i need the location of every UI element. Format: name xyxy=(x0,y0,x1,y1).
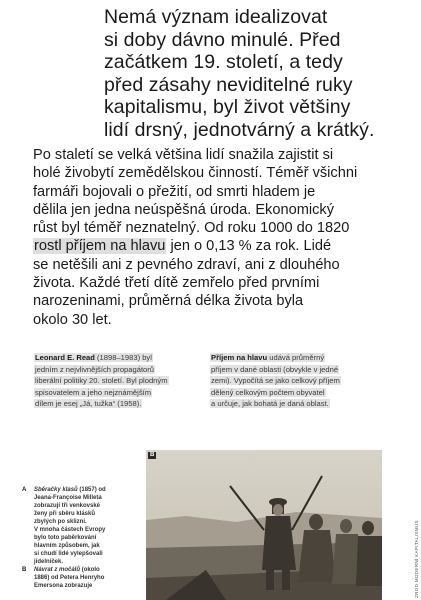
definition-line-text: příjem v dané oblasti (obvykle v jedné xyxy=(211,364,339,374)
photo-caption xyxy=(22,486,140,590)
biography-name: Leonard E. Read xyxy=(35,353,95,362)
definition-line xyxy=(210,375,370,387)
biography-line-text: liberální politiky 20. století. Byl plodným xyxy=(35,376,168,386)
marsh-scene-illustration xyxy=(146,450,382,600)
caption-letter: B xyxy=(22,567,27,573)
main-line-rest: jen o 0,13 % za rok. Lidé xyxy=(166,238,332,255)
caption-b xyxy=(22,566,140,590)
artwork-title: Sběračky klasů xyxy=(34,487,78,493)
biography-line xyxy=(34,398,194,410)
historical-photograph xyxy=(146,450,382,600)
main-line: okolo 30 let. xyxy=(33,311,112,328)
caption-a xyxy=(22,486,140,566)
definition-line xyxy=(210,387,370,399)
pull-quote-line: kapitalismu, byl život většiny xyxy=(104,96,351,118)
caption-line: jídelníček. xyxy=(34,559,64,565)
caption-line xyxy=(34,566,140,574)
biography-line-text: dílem je esej „Já, tužka“ (1958). xyxy=(35,399,142,409)
definition-line-text: a určuje, jak bohatá je daná oblast. xyxy=(211,399,329,409)
glossary-term-highlight: rostl příjem na hlavu xyxy=(34,238,166,255)
definition-term: Příjem na hlavu xyxy=(211,353,268,362)
main-line xyxy=(33,237,373,255)
pull-quote-line: lidí drsný, jednotvárný a krátký. xyxy=(104,118,375,141)
biography-line xyxy=(34,375,194,387)
caption-line: Emersona zobrazuje xyxy=(34,583,93,589)
caption-line: bylo toto paběrkování xyxy=(34,535,97,541)
biography-line xyxy=(34,364,194,376)
main-line: růst byl téměř neznatelný. Od roku 1000 do 1820 xyxy=(33,220,350,237)
definition-line-rest: udává průměrný xyxy=(267,353,325,362)
biography-line xyxy=(34,387,194,399)
pull-quote-line: začátkem 19. století, a tedy xyxy=(104,51,343,73)
main-line: farmáři bojovali o přežití, od smrti hladem je xyxy=(33,183,316,200)
definition-line-text: zemi). Vypočítá se jako celkový příjem xyxy=(211,376,340,386)
caption-line: ženy při sběru klásků xyxy=(34,511,96,517)
main-line: narozeninami, průměrná délka života byla xyxy=(33,293,304,310)
pull-quote-line: před zásahy neviditelné ruky xyxy=(104,73,353,96)
artwork-title: Návrat z močálů xyxy=(34,567,81,573)
main-line: dělila jen jedna neúspěšná úroda. Ekonomický xyxy=(33,201,334,218)
main-line: života. Každé třetí dítě zemřelo před prvními xyxy=(33,275,320,292)
biography-line-text: spisovatelem a jeho nejznámějším xyxy=(35,387,152,397)
pull-quote-line: si doby dávno minulé. Před xyxy=(104,28,341,51)
biography-line-text: jedním z nejvlivnějších propagátorů xyxy=(35,364,155,374)
caption-line xyxy=(34,486,140,494)
caption-line: V mnoha částech Evropy xyxy=(34,527,106,533)
caption-line: hlavním způsobem, jak xyxy=(34,543,100,549)
caption-line: Jeana-Françoise Milleta xyxy=(34,495,102,501)
caption-line: zobrazují tři venkovské xyxy=(34,503,101,509)
caption-line: si chudí lidé vylepšovali xyxy=(34,551,103,557)
definition-line xyxy=(210,398,370,410)
definition-note xyxy=(210,352,370,410)
caption-line-rest: (1857) od xyxy=(77,487,106,493)
pull-quote-line: Nemá význam idealizovat xyxy=(104,6,328,28)
definition-line-text: dělený celkovým počtem obyvatel xyxy=(211,387,325,397)
definition-line xyxy=(210,352,370,364)
main-line: holé živobytí zemědělskou činností. Téměř všichni xyxy=(33,165,358,182)
biography-note xyxy=(34,352,194,410)
caption-letter: A xyxy=(22,487,27,493)
caption-line-rest: (okolo xyxy=(80,567,100,573)
main-line: se netěšili ani z pevného zdraví, ani z dlouhého xyxy=(33,256,340,273)
chapter-side-label: ZROD MODERNÍ KAPITALISMUS xyxy=(414,520,419,598)
caption-line: zbylých po sklizni. xyxy=(34,519,87,525)
main-line: Po staletí se velká většina lidí snažila zajistit si xyxy=(33,147,334,163)
definition-line xyxy=(210,364,370,376)
photo-badge: B xyxy=(150,452,155,458)
caption-line: 1886) od Petera Henryho xyxy=(34,575,105,581)
pull-quote xyxy=(104,6,386,141)
main-paragraph xyxy=(33,146,373,329)
biography-line-rest: (1898–1983) byl xyxy=(94,353,152,362)
biography-line xyxy=(34,352,194,364)
